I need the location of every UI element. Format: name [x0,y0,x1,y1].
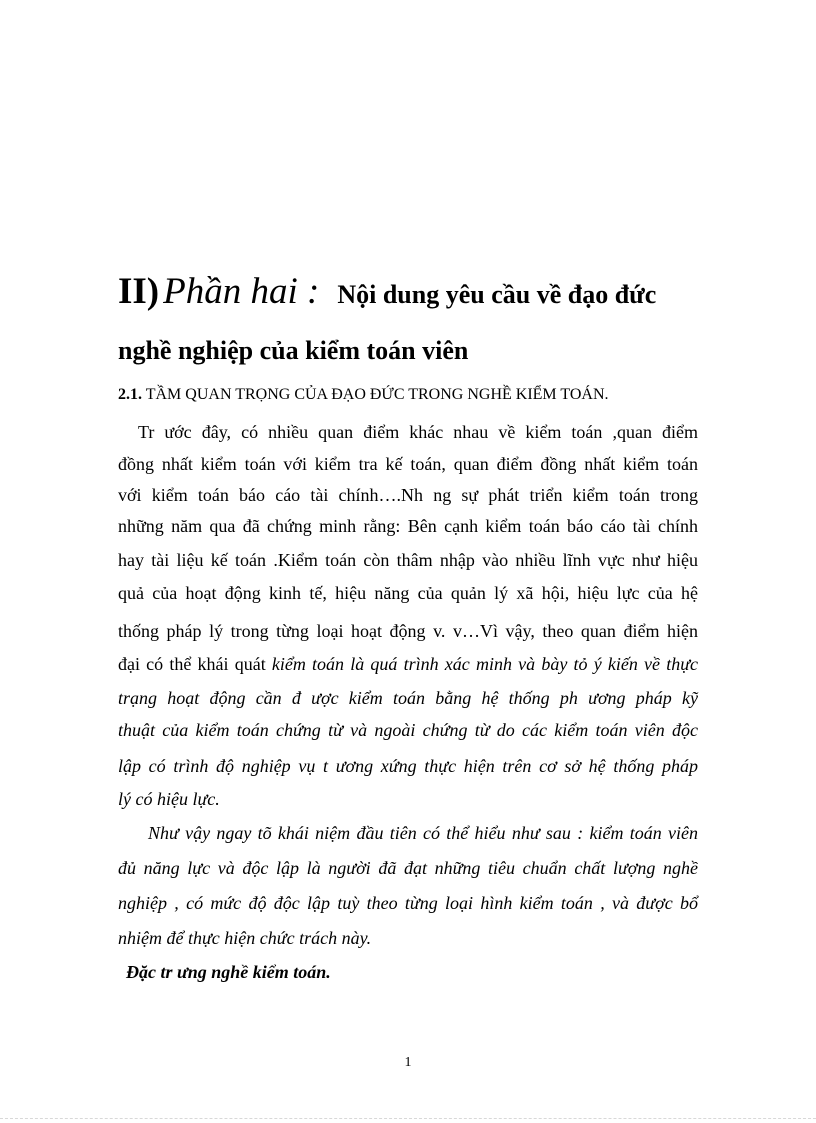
part-title-line2: nghề nghiệp của kiểm toán viên [118,336,469,365]
paragraph-line [118,654,698,675]
paragraph-line: hay tài liệu kế toán .Kiểm toán còn thâm nhập vào nhiều lĩnh vực như hiệu [118,550,698,570]
part-heading [118,270,718,313]
paragraph-line: quả của hoạt động kinh tế, hiệu năng của quản lý xã hội, hiệu lực của hệ [118,583,698,603]
part-label: Phần hai : [163,271,320,312]
paragraph-line: đồng nhất kiểm toán với kiểm tra kế toán, quan điểm đồng nhất kiểm toán [118,454,698,474]
page-number: 1 [404,1055,412,1070]
section-number: 2.1. [118,386,142,403]
section-heading [118,386,609,404]
paragraph-line: nhiệm để thực hiện chức trách này. [118,928,372,948]
paragraph-line: trạng hoạt động cần đ ược kiểm toán bằng hệ thống ph ương pháp kỹ [118,688,698,708]
paragraph-line: với kiểm toán báo cáo tài chính….Nh ng sự phát triển kiểm toán trong [118,485,698,505]
subheading: Đặc tr ưng nghề kiểm toán. [126,962,331,982]
paragraph-line: những năm qua đã chứng minh rằng: Bên cạnh kiểm toán báo cáo tài chính [118,516,698,536]
paragraph-line: lập có trình độ nghiệp vụ t ương xứng thực hiện trên cơ sở hệ thống pháp [118,756,698,776]
paragraph-line: lý có hiệu lực. [118,789,220,809]
definition-lead: đại có thể khái quát [118,654,272,674]
paragraph-line: Như vậy ngay tõ khái niệm đầu tiên có thể hiểu như sau : kiểm toán viên [148,823,698,843]
paragraph-line: nghiệp , có mức độ độc lập tuỳ theo từng loại hình kiểm toán , và được bổ [118,893,698,913]
part-number: II) [118,271,160,312]
paragraph-line: Tr ước đây, có nhiều quan điểm khác nhau về kiểm toán ,quan điểm [138,422,698,442]
paragraph-line: đủ năng lực và độc lập là người đã đạt những tiêu chuẩn chất lượng nghề [118,858,698,878]
paragraph-line: thống pháp lý trong từng loại hoạt động v. v…Vì vậy, theo quan điểm hiện [118,621,698,641]
part-title-line1: Nội dung yêu cầu về đạo đức [337,280,657,309]
paragraph-line: thuật của kiểm toán chứng từ và ngoài chứng từ do các kiểm toán viên độc [118,720,698,740]
page-bottom-rule [0,1118,816,1119]
definition-text: kiểm toán là quá trình xác minh và bày tỏ ý kiến về thực [271,654,699,674]
section-title: TẦM QUAN TRỌNG CỦA ĐẠO ĐỨC TRONG NGHỀ KIỂM TOÁN. [145,386,609,403]
